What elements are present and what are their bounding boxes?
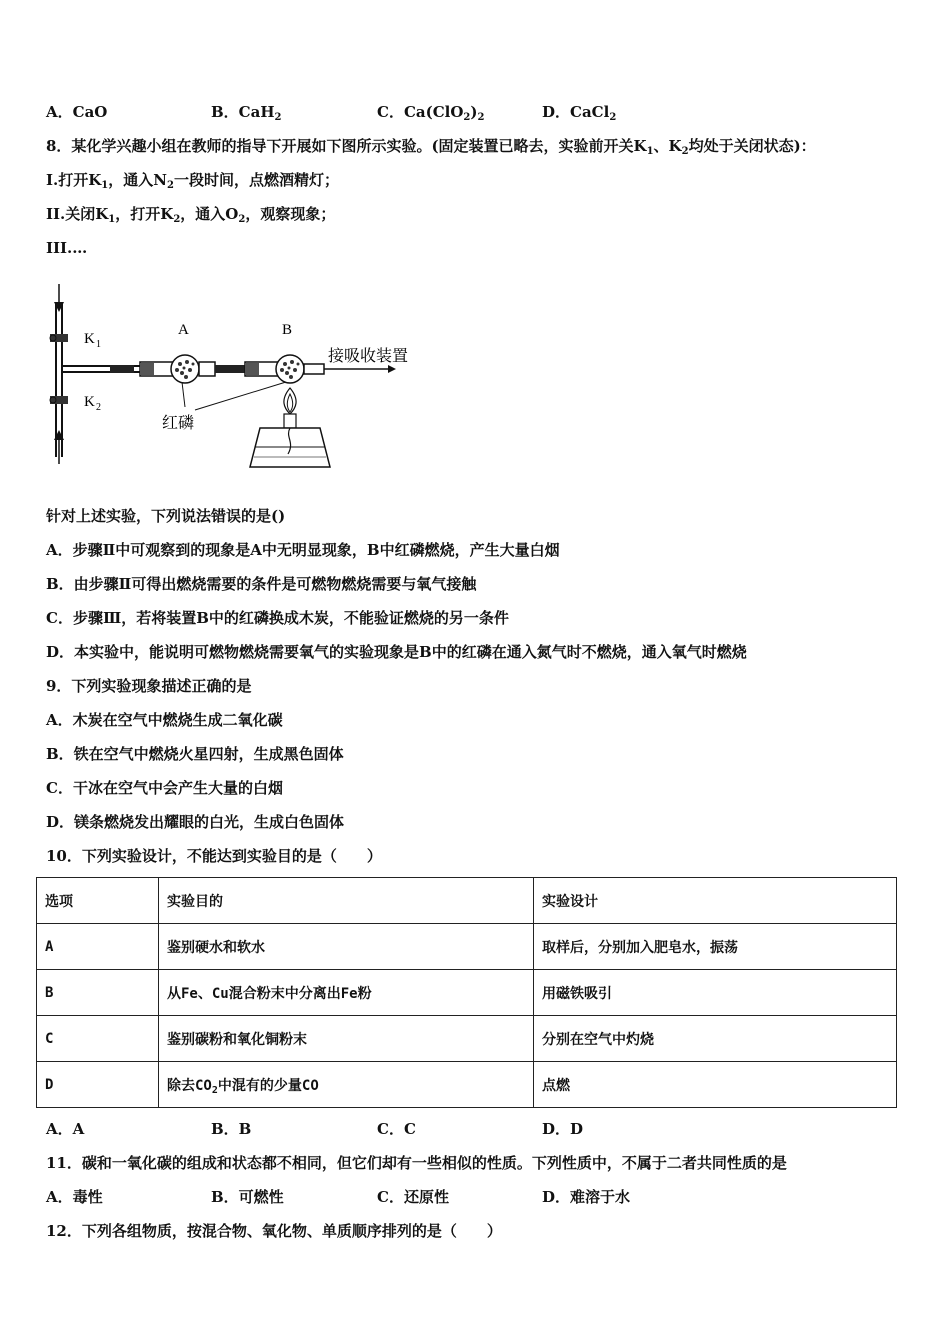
table-cell: 鉴别硬水和软水 <box>159 924 534 970</box>
table-cell: 从Fe、Cu混合粉末中分离出Fe粉 <box>159 970 534 1016</box>
q8-option-c: C．步骤Ⅲ，若将装置B中的红磷换成木炭，不能验证燃烧的另一条件 <box>46 609 509 627</box>
table-header-cell: 实验设计 <box>534 878 897 924</box>
q8-stem: 8．某化学兴趣小组在教师的指导下开展如下图所示实验。(固定装置已略去，实验前开关$K_1$、$K_2$均处于关闭状态)： <box>46 137 816 157</box>
table-row <box>37 970 897 1016</box>
q8-option-b: B．由步骤Ⅱ可得出燃烧需要的条件是可燃物燃烧需要与氧气接触 <box>46 575 477 593</box>
k2-label: K <box>84 394 95 410</box>
table-cell: 分别在空气中灼烧 <box>534 1016 897 1062</box>
label-b: B <box>282 322 293 338</box>
k1-label: K <box>84 331 95 347</box>
q8-step1: I.打开$K_1$，通入$N_2$一段时间，点燃酒精灯； <box>46 171 339 191</box>
q10-answer-d: D．D <box>542 1120 584 1138</box>
q10-answer-a: A．A <box>46 1120 85 1138</box>
q9-option-c: C．干冰在空气中会产生大量的白烟 <box>46 779 283 797</box>
q10-table <box>36 877 897 1108</box>
table-cell: 点燃 <box>534 1062 897 1108</box>
q8-option-d: D．本实验中，能说明可燃物燃烧需要氧气的实验现象是B中的红磷在通入氮气时不燃烧，通入氧气时燃烧 <box>46 643 747 661</box>
flame <box>284 388 296 414</box>
q11-option-c: C．还原性 <box>377 1188 449 1206</box>
q8-option-a: A．步骤Ⅱ中可观察到的现象是A中无明显现象，B中红磷燃烧，产生大量白烟 <box>46 541 560 559</box>
table-cell: A <box>37 924 159 970</box>
q8-step3: III.… <box>46 239 88 257</box>
q10-answer-c: C．C <box>377 1120 416 1138</box>
table-cell: B <box>37 970 159 1016</box>
q10-answer-b: B．B <box>211 1120 252 1138</box>
table-row <box>37 1016 897 1062</box>
svg-text:2: 2 <box>96 402 101 413</box>
q7-option-d: D．CaCl$_2$ <box>542 103 617 123</box>
q9-option-a: A．木炭在空气中燃烧生成二氧化碳 <box>46 711 283 729</box>
table-row <box>37 1062 897 1108</box>
q8-step2: II.关闭$K_1$，打开$K_2$，通入$O_2$，观察现象； <box>46 205 336 225</box>
table-cell: 用磁铁吸引 <box>534 970 897 1016</box>
q9-stem: 9．下列实验现象描述正确的是 <box>46 677 252 695</box>
table-cell: 鉴别碳粉和氧化铜粉末 <box>159 1016 534 1062</box>
q11-stem: 11．碳和一氧化碳的组成和状态都不相同，但它们却有一些相似的性质。下列性质中，不属于二者共同性质的是 <box>46 1154 787 1172</box>
q7-option-b: B．CaH$_2$ <box>211 103 282 123</box>
q8-question: 针对上述实验，下列说法错误的是() <box>46 507 286 525</box>
q7-option-c: C．$Ca(ClO_2)_2$ <box>377 103 485 123</box>
table-cell: 除去$CO_2$中混有的少量CO <box>159 1062 534 1108</box>
table-header-cell: 选项 <box>37 878 159 924</box>
table-cell: D <box>37 1062 159 1108</box>
table-header-row <box>37 878 897 924</box>
q7-option-a: A．CaO <box>46 103 108 121</box>
q9-option-b: B．铁在空气中燃烧火星四射，生成黑色固体 <box>46 745 344 763</box>
apparatus-diagram <box>40 282 440 477</box>
q11-option-b: B．可燃性 <box>211 1188 284 1206</box>
table-cell: C <box>37 1016 159 1062</box>
label-a: A <box>178 322 189 338</box>
red-phosphorus-label: 红磷 <box>162 413 195 432</box>
table-row <box>37 924 897 970</box>
svg-text:1: 1 <box>96 339 101 350</box>
q11-option-d: D．难溶于水 <box>542 1188 631 1206</box>
q11-option-a: A．毒性 <box>46 1188 103 1206</box>
outlet-label: 接吸收装置 <box>328 346 409 365</box>
q10-stem: 10．下列实验设计，不能达到实验目的是（ ） <box>46 847 382 865</box>
q9-option-d: D．镁条燃烧发出耀眼的白光，生成白色固体 <box>46 813 345 831</box>
table-header-cell: 实验目的 <box>159 878 534 924</box>
q12-stem: 12．下列各组物质，按混合物、氧化物、单质顺序排列的是（ ） <box>46 1222 502 1240</box>
table-cell: 取样后，分别加入肥皂水，振荡 <box>534 924 897 970</box>
